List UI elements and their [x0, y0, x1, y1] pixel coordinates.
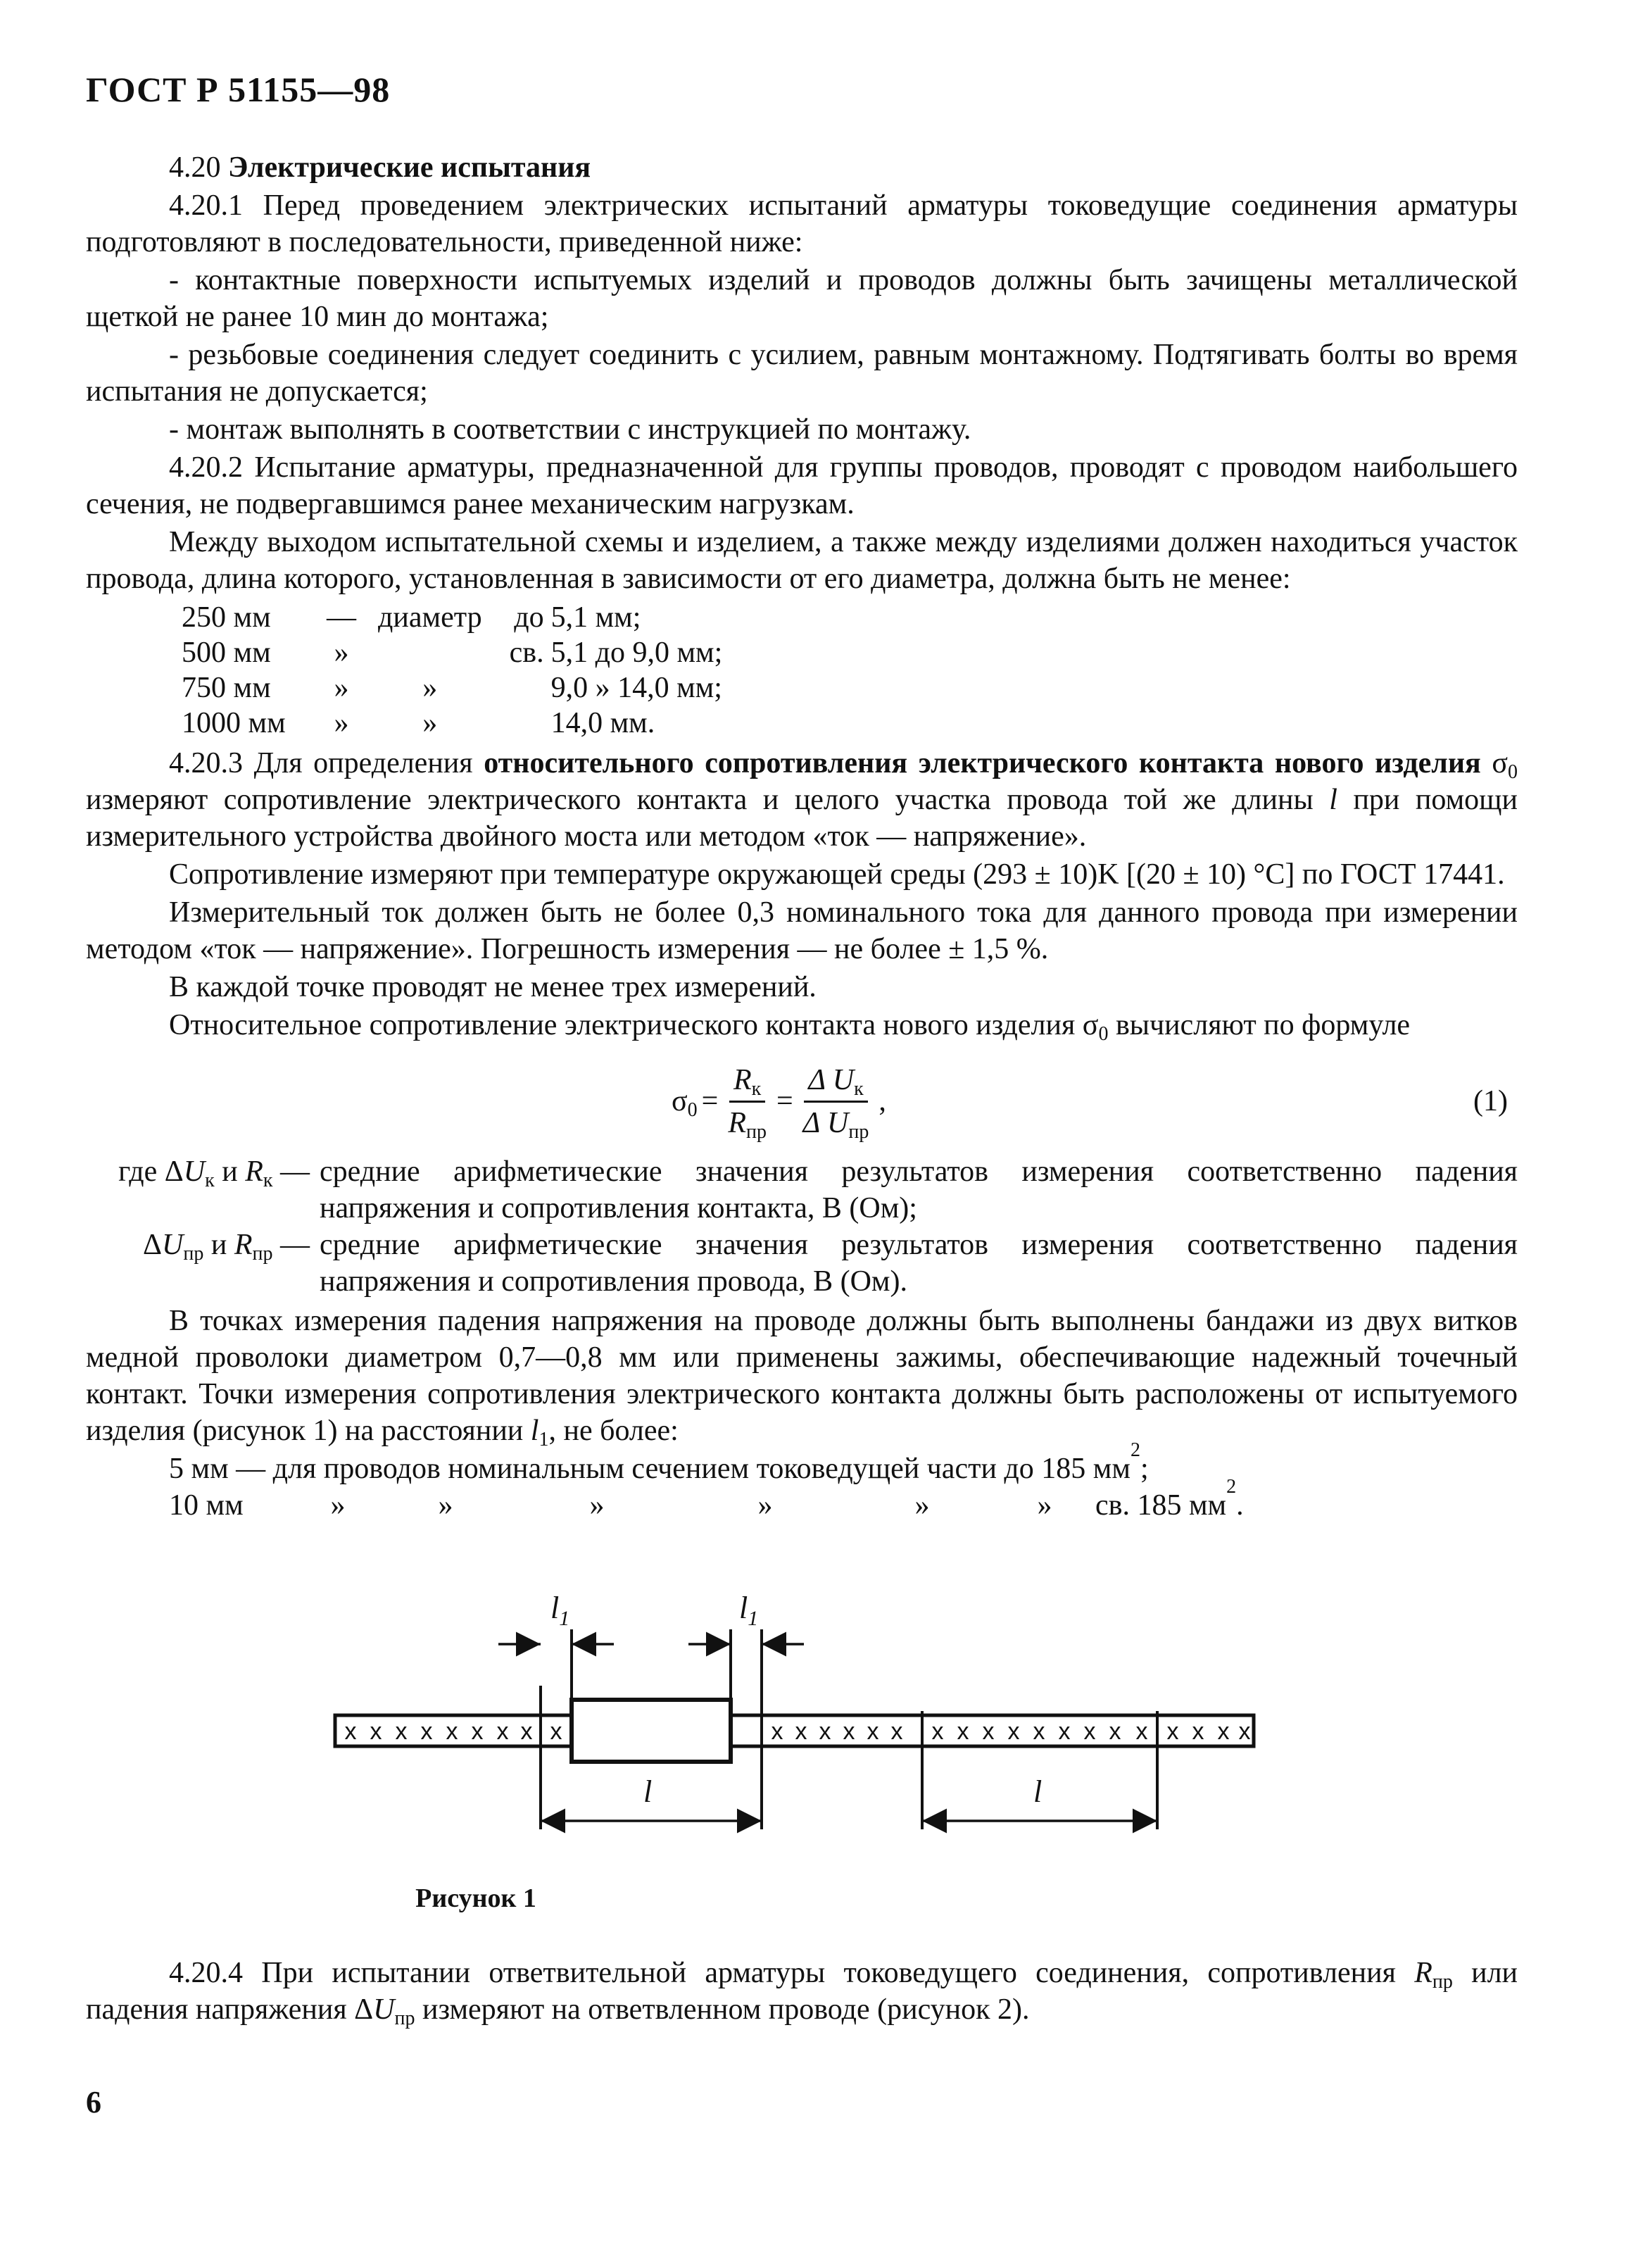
clause-4-20-1-intro: 4.20.1 Перед проведением электрических испытаний арматуры токоведущие соединения арматуры подготовляют в последовательности, приведенной ниже: — [86, 189, 1518, 258]
cross-mark: x — [1217, 1718, 1230, 1745]
cross-mark: x — [370, 1718, 382, 1745]
cross-mark: x — [496, 1718, 509, 1745]
cross-mark: x — [843, 1718, 855, 1745]
cross-mark: x — [395, 1718, 408, 1745]
clause-4-20-1-item: - монтаж выполнять в соответствии с инструкцией по монтажу. — [169, 413, 971, 446]
formula-equals: = — [776, 1085, 793, 1117]
sigma-symbol: $\sigma_0$ — [1492, 747, 1518, 783]
distance-row-10mm: 10 мм » » » » » » св. 185 мм 2 . — [169, 1476, 1244, 1522]
fraction-voltage: $\frac{\Delta U_к}{\Delta U_{пр}}$ — [802, 1063, 869, 1143]
cross-mark: x — [446, 1718, 458, 1745]
where-list — [86, 1153, 1518, 1300]
cross-mark: x — [819, 1718, 831, 1745]
cross-mark: x — [471, 1718, 484, 1745]
cross-mark: x — [1166, 1718, 1179, 1745]
cross-mark: x — [982, 1718, 995, 1745]
formula-1 — [86, 1059, 1518, 1145]
length-row: 750 мм » » 9,0 » 14,0 мм; — [182, 672, 722, 704]
label-l1: $l_1$ — [739, 1591, 759, 1630]
cross-mark: x — [931, 1718, 944, 1745]
temperature-paragraph: Сопротивление измеряют при температуре окружающей среды (293 ± 10)K [(20 ± 10) °C] по ГОСТ 17441. — [169, 858, 1505, 891]
clause-4-20-1-item: - контактные поверхности испытуемых изделий и проводов должны быть зачищены металлической щеткой не ранее 10 мин до монтажа; — [86, 264, 1518, 333]
bold-term: относительного сопротивления электрического контакта нового изделия — [484, 747, 1481, 779]
sigma-symbol: $\sigma_0$ — [1082, 1009, 1109, 1045]
page-number: 6 — [86, 2085, 101, 2119]
clause-4-20-4: 4.20.4 При испытании ответвительной арматуры токоведущего соединения, сопротивления $R_{пр}$ или падения напряжения $\Delta U_{пр}$ измеряют на ответвленном проводе (рисунок 2). — [86, 1957, 1518, 2029]
test-product-body — [572, 1700, 731, 1762]
length-row: 250 мм — диаметр до 5,1 мм; — [182, 601, 641, 634]
cross-mark: x — [890, 1718, 903, 1745]
cross-mark: x — [1007, 1718, 1020, 1745]
cross-mark: x — [520, 1718, 533, 1745]
cross-mark: x — [771, 1718, 783, 1745]
cross-mark: x — [1083, 1718, 1096, 1745]
bandage-paragraph: В точках измерения падения напряжения на проводе должны быть выполнены бандажи из двух витков медной проволоки диаметром 0,7—0,8 мм или применены зажимы, обеспечивающие надежный точечный контакт. Точки измерения сопротивления электрического контакта должны быть расположены от испытуемого изделия (рисунок 1) на расстоянии $l_1$, не более: — [86, 1305, 1518, 1451]
label-l1: $l_1$ — [550, 1591, 570, 1630]
formula-trail: , — [878, 1085, 886, 1117]
cross-mark: x — [1058, 1718, 1071, 1745]
section-heading — [86, 149, 1518, 186]
cross-mark: x — [1033, 1718, 1045, 1745]
cross-mark: x — [1192, 1718, 1204, 1745]
label-l: l — [643, 1774, 653, 1809]
length-table — [182, 600, 722, 741]
current-paragraph: Измерительный ток должен быть не более 0,3 номинального тока для данного провода при измерении методом «ток — напряжение». Погрешность измерения — не более ± 1,5 %. — [86, 896, 1518, 965]
clause-number: 4.20.3 — [169, 747, 243, 779]
formula-equals: = — [701, 1085, 719, 1117]
fraction-resistance: $\frac{R_к}{R_{пр}}$ — [728, 1063, 767, 1143]
section-title: Электрические испытания — [228, 151, 591, 184]
page-content — [86, 149, 1518, 2029]
figure-caption: Рисунок 1 — [415, 1884, 536, 1913]
length-row: 500 мм » св. 5,1 до 9,0 мм; — [182, 637, 723, 669]
clause-4-20-1-item: - резьбовые соединения следует соединить с усилием, равным монтажному. Подтягивать болты во время испытания не допускается; — [86, 339, 1518, 408]
clause-4-20-3: 4.20.3 Для определения относительного сопротивления электрического контакта нового изделия $\sigma_0$ измеряют сопротивление электрического контакта и целого участка провода той же длины l при помощи измерительного устройства двойного моста или методом «ток — напряжение». — [86, 747, 1518, 853]
document-header: ГОСТ Р 51155—98 — [86, 70, 391, 109]
label-l: l — [1033, 1774, 1043, 1809]
clause-4-20-2: 4.20.2 Испытание арматуры, предназначенной для группы проводов, проводят с проводом наибольшего сечения, не подвергавшимся ранее механическим нагрузкам. — [86, 451, 1518, 520]
where-item: где $\Delta U_к$ и $R_к$ — средние арифметические значения результатов измерения соответственно падения напряжения и сопротивления контакта, В (Ом); — [118, 1155, 1518, 1224]
cross-mark: x — [867, 1718, 879, 1745]
cross-mark: x — [344, 1718, 357, 1745]
section-number: 4.20 — [169, 151, 221, 184]
where-item: $\Delta U_{пр}$ и $R_{пр}$ — средние арифметические значения результатов измерения соответственно падения напряжения и сопротивления провода, В (Ом). — [143, 1229, 1518, 1298]
length-row: 1000 мм » » 14,0 мм. — [182, 707, 655, 739]
wire-diagram — [86, 1545, 1518, 1876]
cross-mark: x — [1109, 1718, 1121, 1745]
formula-intro: Относительное сопротивление электрического контакта нового изделия $\sigma_0$ вычисляют по формуле — [169, 1009, 1411, 1045]
formula-lhs: $\sigma_0$ — [672, 1085, 698, 1121]
cross-mark: x — [957, 1718, 969, 1745]
figure-1 — [86, 1545, 1518, 1936]
cross-mark: x — [1238, 1718, 1251, 1745]
cross-mark: x — [795, 1718, 807, 1745]
distance-row-5mm: 5 мм — для проводов номинальным сечением токоведущей части до 185 мм 2 ; — [169, 1439, 1149, 1485]
cross-mark: x — [1135, 1718, 1148, 1745]
equation-number: (1) — [1473, 1085, 1508, 1117]
points-paragraph: В каждой точке проводят не менее трех измерений. — [169, 971, 817, 1003]
length-symbol: l — [1329, 784, 1337, 816]
clause-4-20-2-length-intro: Между выходом испытательной схемы и изделием, а также между изделиями должен находиться участок провода, длина которого, установленная в зависимости от его диаметра, должна быть не менее: — [86, 526, 1518, 595]
cross-mark: x — [420, 1718, 433, 1745]
cross-mark: x — [550, 1718, 562, 1745]
